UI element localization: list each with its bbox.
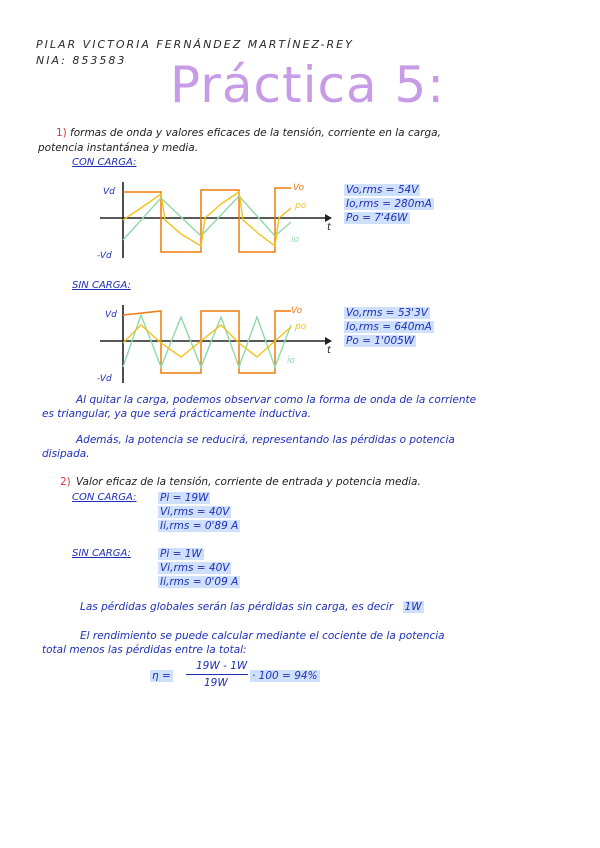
- con-carga-io-rms: Io,rms = 280mA: [346, 198, 432, 210]
- vd-bottom-label: -Vd: [97, 374, 112, 384]
- paragraph-1-line-1: Al quitar la carga, podemos observar como la forma de onda de la corriente: [76, 394, 477, 406]
- po-waveform: [123, 192, 291, 246]
- con-carga-label-1: CON CARGA:: [72, 157, 137, 168]
- sin-carga-pi: Pi = 1W: [160, 548, 202, 560]
- po-label: po: [295, 322, 307, 332]
- paragraph-1-line-2: es triangular, ya que será prácticamente inductiva.: [42, 408, 311, 420]
- sin-carga-po: Po = 1'005W: [346, 335, 415, 347]
- losses-value: 1W: [404, 601, 422, 613]
- section-1-number: 1): [56, 127, 67, 139]
- formula-numerator: 19W - 1W: [196, 660, 248, 672]
- t-axis-arrow: [325, 214, 332, 222]
- con-carga-ii-rms: Ii,rms = 0'89 A: [160, 520, 239, 532]
- vo-label: Vo: [291, 306, 303, 316]
- vd-bottom-label: -Vd: [97, 251, 112, 261]
- po-label: po: [295, 201, 307, 211]
- efficiency-line-1: El rendimiento se puede calcular mediante el cociente de la potencia: [80, 630, 445, 642]
- sin-carga-label-2: SIN CARGA:: [72, 548, 131, 559]
- waveform-chart-con-carga: [95, 170, 345, 265]
- t-axis-label: t: [327, 222, 331, 233]
- waveform-chart-sin-carga: [95, 295, 345, 390]
- con-carga-vi-rms: Vi,rms = 40V: [160, 506, 230, 518]
- efficiency-line-2: total menos las pérdidas entre la total:: [42, 644, 247, 656]
- sin-carga-label-1: SIN CARGA:: [72, 280, 131, 291]
- author-name: PILAR VICTORIA FERNÁNDEZ MARTÍNEZ-REY: [36, 38, 354, 51]
- page-title: Práctica 5:: [170, 56, 446, 114]
- sin-carga-vo-rms: Vo,rms = 53'3V: [346, 307, 428, 319]
- section-2-number: 2): [60, 476, 71, 488]
- t-axis-arrow: [325, 337, 332, 345]
- formula-denominator: 19W: [204, 677, 228, 689]
- losses-text: [80, 601, 424, 613]
- io-label: io: [287, 356, 296, 366]
- formula-result: · 100 = 94%: [252, 670, 318, 682]
- section-1-question-line-1: formas de onda y valores eficaces de la tensión, corriente en la carga,: [70, 127, 441, 139]
- vo-label: Vo: [293, 183, 305, 193]
- sin-carga-io-rms: Io,rms = 640mA: [346, 321, 432, 333]
- sin-carga-ii-rms: Ii,rms = 0'09 A: [160, 576, 239, 588]
- vo-waveform: [123, 188, 291, 252]
- losses-sentence: Las pérdidas globales serán las pérdidas sin carga, es decir: [80, 601, 394, 613]
- vd-top-label: Vd: [105, 310, 117, 320]
- t-axis-label: t: [327, 345, 331, 356]
- vd-top-label: Vd: [103, 187, 115, 197]
- con-carga-po: Po = 7'46W: [346, 212, 408, 224]
- con-carga-pi: Pi = 19W: [160, 492, 209, 504]
- sin-carga-vi-rms: Vi,rms = 40V: [160, 562, 230, 574]
- con-carga-label-2: CON CARGA:: [72, 492, 137, 503]
- paragraph-2-line-1: Además, la potencia se reducirá, representando las pérdidas o potencia: [76, 434, 455, 446]
- efficiency-symbol: η =: [152, 670, 171, 682]
- fraction-bar: [186, 674, 248, 675]
- con-carga-vo-rms: Vo,rms = 54V: [346, 184, 419, 196]
- section-2-question: Valor eficaz de la tensión, corriente de entrada y potencia media.: [76, 476, 421, 488]
- io-label: io: [291, 235, 300, 245]
- student-id: NIA: 853583: [36, 54, 127, 67]
- paragraph-2-line-2: disipada.: [42, 448, 90, 460]
- section-1-question-line-2: potencia instantánea y media.: [38, 142, 199, 154]
